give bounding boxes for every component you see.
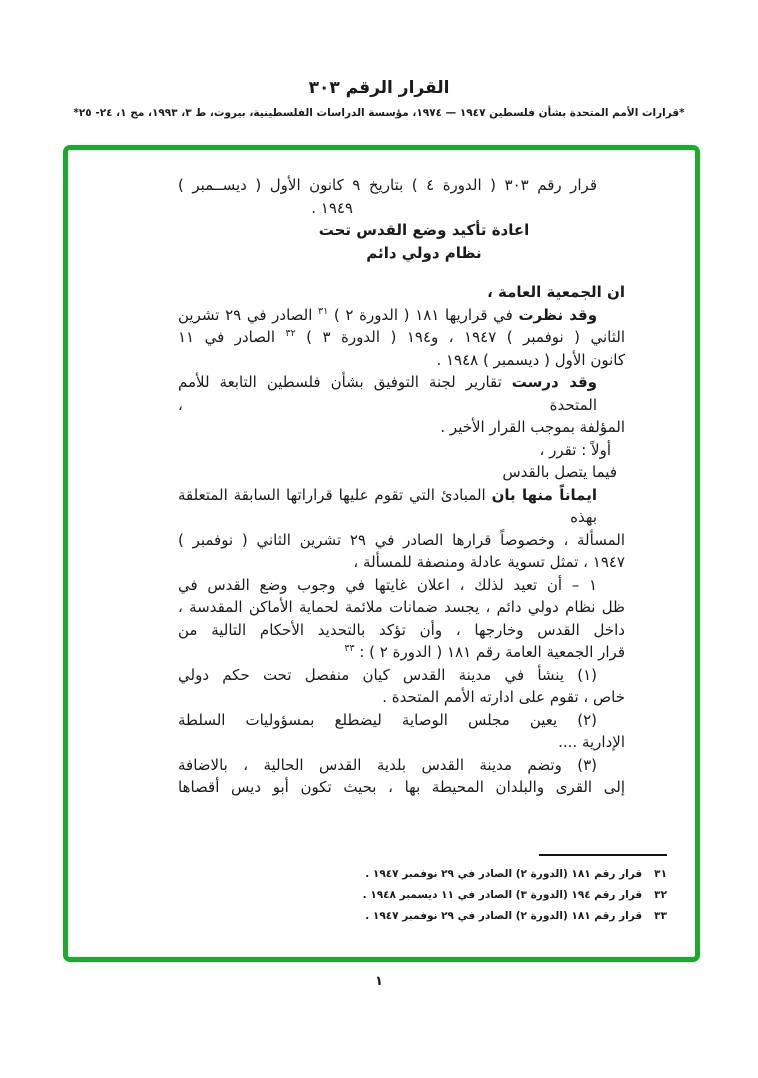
body-line xyxy=(178,242,625,265)
footnote-ref: ٣٣ xyxy=(344,643,355,654)
text-segment: ظل نظام دولي دائم ، يجسد ضمانات ملائمة لحماية الأماكن المقدسة ، xyxy=(178,598,625,616)
body-line xyxy=(178,349,625,372)
body-line xyxy=(178,686,625,709)
body-line xyxy=(178,641,625,664)
text-segment: ان الجمعية العامة ، xyxy=(487,283,625,301)
resolution-box xyxy=(63,145,700,962)
text-segment: وقد نظرت xyxy=(518,305,598,324)
footnote-ref: ٣١ xyxy=(318,305,329,317)
text-segment: ١ – أن تعيد لذلك ، اعلان غايتها في وجوب وضع القدس في xyxy=(178,575,597,594)
text-segment: ايماناً منها بان xyxy=(491,485,597,504)
footnote-number: ٣٢ xyxy=(654,889,667,901)
body-line xyxy=(178,219,625,242)
text-segment: الثاني ( نوفمبر ) ١٩٤٧ ، و١٩٤ ( الدورة ٣ ) xyxy=(295,328,625,346)
body-line xyxy=(178,326,625,349)
resolution-body xyxy=(178,174,625,799)
text-segment: داخل القدس وخارجها ، وأن تؤكد بالتحديد الأحكام التالية من xyxy=(178,620,625,639)
body-line xyxy=(178,439,625,462)
footnotes-block xyxy=(363,854,667,927)
body-line xyxy=(178,197,625,220)
footnote-text: قرار رقم ١٨١ (الدورة ٢) الصادر في ٢٩ نوفمبر ١٩٤٧ . xyxy=(365,868,643,880)
text-segment: أولاً : تقرر ، xyxy=(539,440,611,459)
text-segment: (١) ينشأ في مدينة القدس كيان منفصل تحت حكم دولي xyxy=(178,665,597,684)
text-segment: نظام دولي دائم xyxy=(366,243,482,262)
body-line xyxy=(178,664,625,687)
body-line xyxy=(178,574,625,597)
text-segment: قرار رقم ٣٠٣ ( الدورة ٤ ) بتاريخ ٩ كانون الأول ( ديســمبر ) xyxy=(178,176,598,194)
footnote-item xyxy=(363,906,667,927)
body-line xyxy=(178,304,625,327)
text-segment: ١٩٤٧ ، تمثل تسوية عادلة ومنصفة للمسألة ، xyxy=(353,553,625,571)
text-segment: اعادة تأكيد وضع القدس تحت xyxy=(318,221,530,239)
text-segment: قرار الجمعية العامة رقم ١٨١ ( الدورة ٢ ) : xyxy=(354,643,625,661)
body-line xyxy=(178,484,625,529)
text-segment: تقارير لجنة التوفيق بشأن فلسطين التابعة للأمم المتحدة ، xyxy=(178,373,597,414)
footnote-ref: ٣٢ xyxy=(285,328,296,339)
footnotes-list xyxy=(363,864,667,927)
text-segment: إلى القرى والبلدان المحيطة بها ، بحيث تكون أبو ديس أقصاها xyxy=(178,778,625,796)
text-segment: فيما يتصل بالقدس xyxy=(502,463,617,481)
body-line xyxy=(178,281,625,304)
text-segment: المسألة ، وخصوصاً قرارها الصادر في ٢٩ تشرين الثاني ( نوفمبر ) xyxy=(178,530,625,549)
body-line xyxy=(178,371,625,416)
footnote-item xyxy=(363,864,667,885)
document-citation: *قرارات الأمم المتحدة بشأن فلسطين ١٩٤٧ — ١٩٧٤، مؤسسة الدراسات الفلسطينية، بيروت، ط ٣، ١٩٩٣، مج ١، ٢٤- ٢٥* xyxy=(73,107,685,119)
text-segment: المبادئ التي تقوم عليها قراراتها السابقة المتعلقة بهذه xyxy=(178,485,597,526)
body-line xyxy=(178,596,625,619)
text-segment: المؤلفة بموجب القرار الأخير . xyxy=(440,418,625,436)
footnote-separator xyxy=(539,854,667,856)
document-title: القرار الرقم ٣٠٣ xyxy=(308,78,450,98)
body-line xyxy=(178,619,625,642)
body-line xyxy=(178,461,625,484)
text-segment: الصادر في ١١ xyxy=(178,328,286,346)
text-segment: خاص ، تقوم على ادارته الأمم المتحدة . xyxy=(382,688,625,706)
body-line xyxy=(178,529,625,552)
footnote-number: ٣٣ xyxy=(654,910,667,922)
body-line xyxy=(178,754,625,777)
text-segment: (٣) وتضم مدينة القدس بلدية القدس الحالية ، بالاضافة xyxy=(178,755,597,774)
body-line xyxy=(178,174,625,197)
footnote-text: قرار رقم ١٨١ (الدورة ٢) الصادر في ٢٩ نوفمبر ١٩٤٧ . xyxy=(365,910,643,922)
footnote-number: ٣١ xyxy=(654,868,667,880)
text-segment: (٢) يعين مجلس الوصاية ليضطلع بمسؤوليات السلطة xyxy=(178,710,597,729)
body-line xyxy=(178,551,625,574)
text-segment: الصادر في ٢٩ تشرين xyxy=(178,305,319,324)
text-segment: الإدارية .... xyxy=(558,733,625,751)
body-line xyxy=(178,709,625,732)
page-number: ١ xyxy=(375,974,383,989)
body-line xyxy=(178,731,625,754)
footnote-item xyxy=(363,885,667,906)
text-segment: كانون الأول ( ديسمبر ) ١٩٤٨ . xyxy=(436,350,625,369)
text-segment: ١٩٤٩ . xyxy=(311,198,353,217)
body-line xyxy=(178,776,625,799)
text-segment: وقد درست xyxy=(511,373,598,391)
footnote-text: قرار رقم ١٩٤ (الدورة ٣) الصادر في ١١ ديسمبر ١٩٤٨ . xyxy=(362,889,643,901)
text-segment: في قراريها ١٨١ ( الدورة ٢ ) xyxy=(328,305,519,324)
body-line xyxy=(178,416,625,439)
